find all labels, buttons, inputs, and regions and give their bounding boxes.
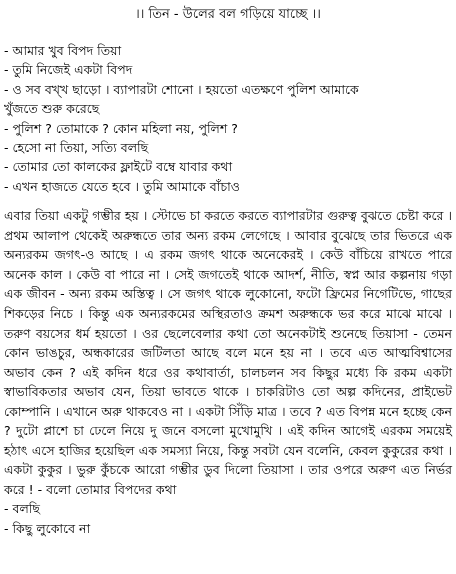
- narrative-paragraph: এবার তিয়া একটু গম্ভীর হয় । স্টোভে চা করতে করতে ব্যাপারটার গুরুত্ব বুঝতে চেষ্টা করে । প্রথম আলাপ থেকেই অরুন্ধতে তার অন্য রকম লেগেছে । আবার বুঝেছে তার ভিতরে এক অন্যরকম জগৎ-ও আছে । এ রকম জগৎ থাকে অনেকেরই । কেউ বাঁচিয়ে রাখতে পারে অনেক কাল । কেউ বা পারে না । সেই জগতেই থাকে আদর্শ, নীতি, স্বপ্ন আর কল্পনায় গড়া এক জীবন - অন্য রকম অস্তিত্ব । সে জগৎ থাকে লুকোনো, ফটো ফ্রিমের নিগেটিভে, গাছের শিকড়ের নিচে । কিন্তু এক অন্যরকমের অস্থিরতাও ক্রমশ অরুন্ধকে ভর করে মাঝে মাঝে । তরুণ বয়সের ধর্ম হয়তো । ওর ছেলেবেলার কথা তো অনেকটাই শুনেছে তিয়াসা - তেমন কোন ভাঙচুর, অন্ধকারের জটিলতা আছে বলে মনে হয় না । তবে এত আত্মবিশ্বাসের অভাব কেন ? এই কদিন ধরে ওর কথাবার্তা, চালচলন সব কিছুর মধ্যে কি রকম একটা স্বাভাবিকতার অভাব যেন, তিয়া ভাবতে থাকে । চাকরিটাও তো অল্প কদিনের, প্রাইভেট কোম্পানি । এখানে অরু থাকবেও না । একটা সিঁড়ি মাত্র । তবে ? এত বিপন্ন মনে হচ্ছে কেন ? দুটো প্লাশে চা ঢেলে নিয়ে দু জনে বসলো মুখোমুখি । এই কদিন আগেই এরকম সময়েই হঠাৎ এসে হাজির হয়েছিল এক সমস্যা নিয়ে, কিন্তু সবটা যেন বলেনি, কেবল কুকুরের কথা । একটা কুকুর । ভুরু কুঁচকে আরো গম্ভীর ডুব দিলো তিয়াসা । তার ওপরে অরুণ এত নির্ভর করে ! - বলো তোমার বিপদের কথা: [4, 208, 452, 497]
- dialogue-line: - বলছি: [4, 501, 40, 517]
- dialogue-block: [4, 41, 452, 196]
- chapter-title: ।। তিন - উলের বল গড়িয়ে যাচ্ছে ।।: [135, 7, 321, 22]
- dialogue-line: - পুলিশ ? তোমাকে ? কোন মহিলা নয়, পুলিশ ?: [4, 120, 238, 136]
- spacer: [4, 25, 452, 41]
- dialogue-line: - তোমার তো কালকের ফ্লাইটে বম্বে যাবার কথা: [4, 159, 233, 175]
- dialogue-line: - ও সব বখ্খ ছাড়ো । ব্যাপারটা শোনো । হয়তো এতক্ষণে পুলিশ আমাকে: [4, 81, 359, 97]
- dialogue-line: - তুমি নিজেই একটা বিপদ: [4, 62, 133, 78]
- dialogue-line: - এখন হাজতে যেতে হবে । তুমি আমাকে বাঁচাও: [4, 178, 240, 194]
- dialogue-line: - হেসো না তিয়া, সত্যি বলছি: [4, 140, 149, 156]
- closing-dialogue: [4, 499, 452, 538]
- dialogue-line: খুঁজতে শুরু করেছে: [4, 101, 100, 117]
- dialogue-line: - আমার খুব বিপদ তিয়া: [4, 43, 122, 58]
- spacer: [4, 196, 452, 206]
- dialogue-line: - কিছু লুকোবে না: [4, 520, 91, 536]
